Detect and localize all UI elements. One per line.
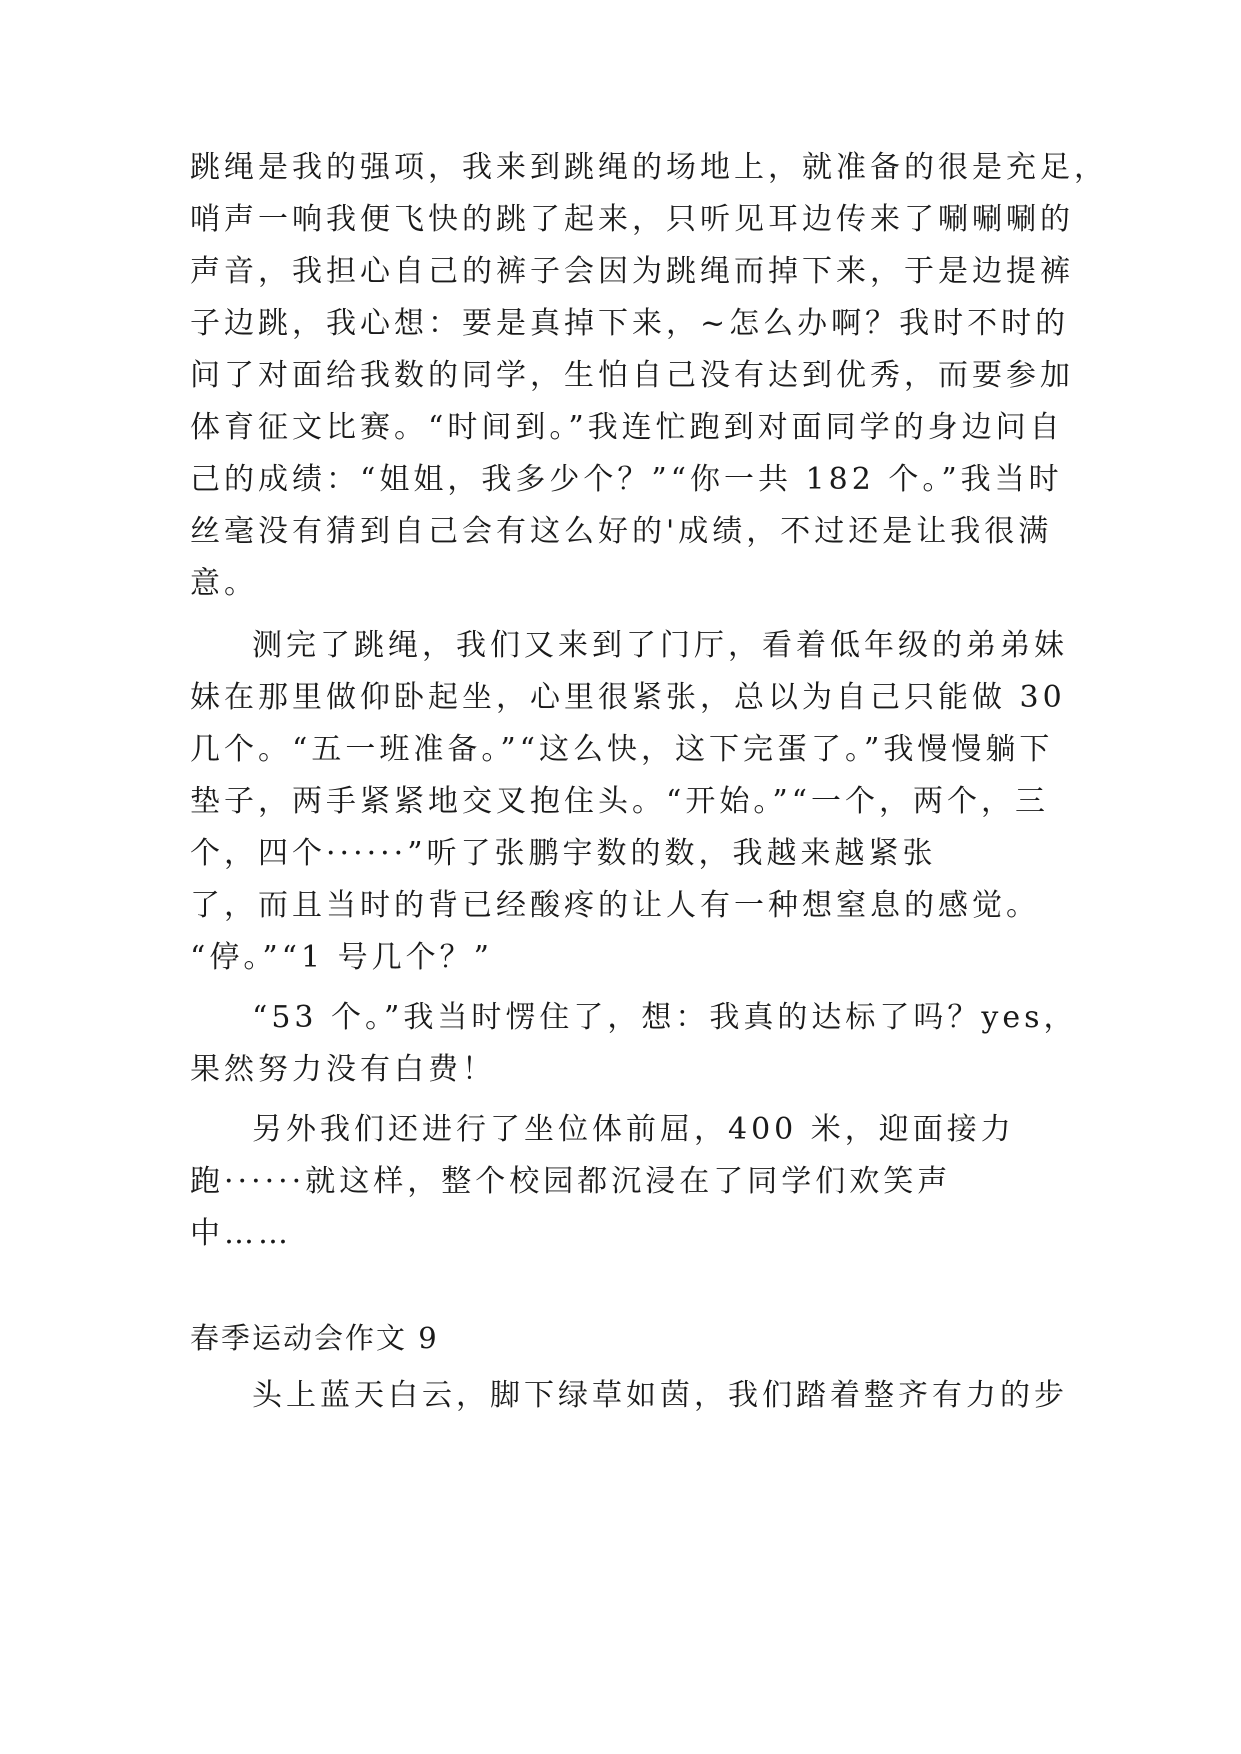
text-line: 了，而且当时的背已经酸疼的让人有一种想窒息的感觉。 <box>190 888 1040 923</box>
text-line: “停。”“1 号几个？” <box>190 940 493 975</box>
text-line: 垫子，两手紧紧地交叉抱住头。“开始。”“一个，两个，三 <box>190 784 1050 819</box>
text-line: 个，四个······”听了张鹏宇数的数，我越来越紧张 <box>190 836 937 871</box>
text-line: 几个。“五一班准备。”“这么快，这下完蛋了。”我慢慢躺下 <box>190 732 1054 767</box>
section-heading: 春季运动会作文 9 <box>190 1321 439 1355</box>
text-line: 丝毫没有猜到自己会有这么好的'成绩，不过还是让我很满 <box>190 514 1053 549</box>
text-line: 己的成绩：“姐姐，我多少个？”“你一共 182 个。”我当时 <box>190 462 1063 497</box>
text-line: 声音，我担心自己的裤子会因为跳绳而掉下来，于是边提裤 <box>190 254 1074 289</box>
text-line: 测完了跳绳，我们又来到了门厅，看着低年级的弟弟妹 <box>252 628 1068 663</box>
text-line: 问了对面给我数的同学，生怕自己没有达到优秀，而要参加 <box>190 358 1074 393</box>
text-line: 果然努力没有白费！ <box>190 1052 496 1087</box>
text-line: 另外我们还进行了坐位体前屈，400 米，迎面接力 <box>252 1112 1015 1147</box>
text-line: 意。 <box>190 566 258 601</box>
text-line: 妹在那里做仰卧起坐，心里很紧张，总以为自己只能做 30 <box>190 680 1066 715</box>
text-line: 中…… <box>190 1216 292 1251</box>
text-line: 哨声一响我便飞快的跳了起来，只听见耳边传来了唰唰唰的 <box>190 202 1074 237</box>
text-line: 体育征文比赛。“时间到。”我连忙跑到对面同学的身边问自 <box>190 410 1064 445</box>
text-line: “53 个。”我当时愣住了，想：我真的达标了吗？yes， <box>252 1000 1078 1035</box>
text-line: 跑······就这样，整个校园都沉浸在了同学们欢笑声 <box>190 1164 952 1199</box>
text-line: 头上蓝天白云，脚下绿草如茵，我们踏着整齐有力的步 <box>252 1378 1068 1413</box>
text-line: 跳绳是我的强项，我来到跳绳的场地上，就准备的很是充足， <box>190 150 1108 185</box>
text-line: 子边跳，我心想：要是真掉下来，~怎么办啊？我时不时的 <box>190 306 1070 341</box>
